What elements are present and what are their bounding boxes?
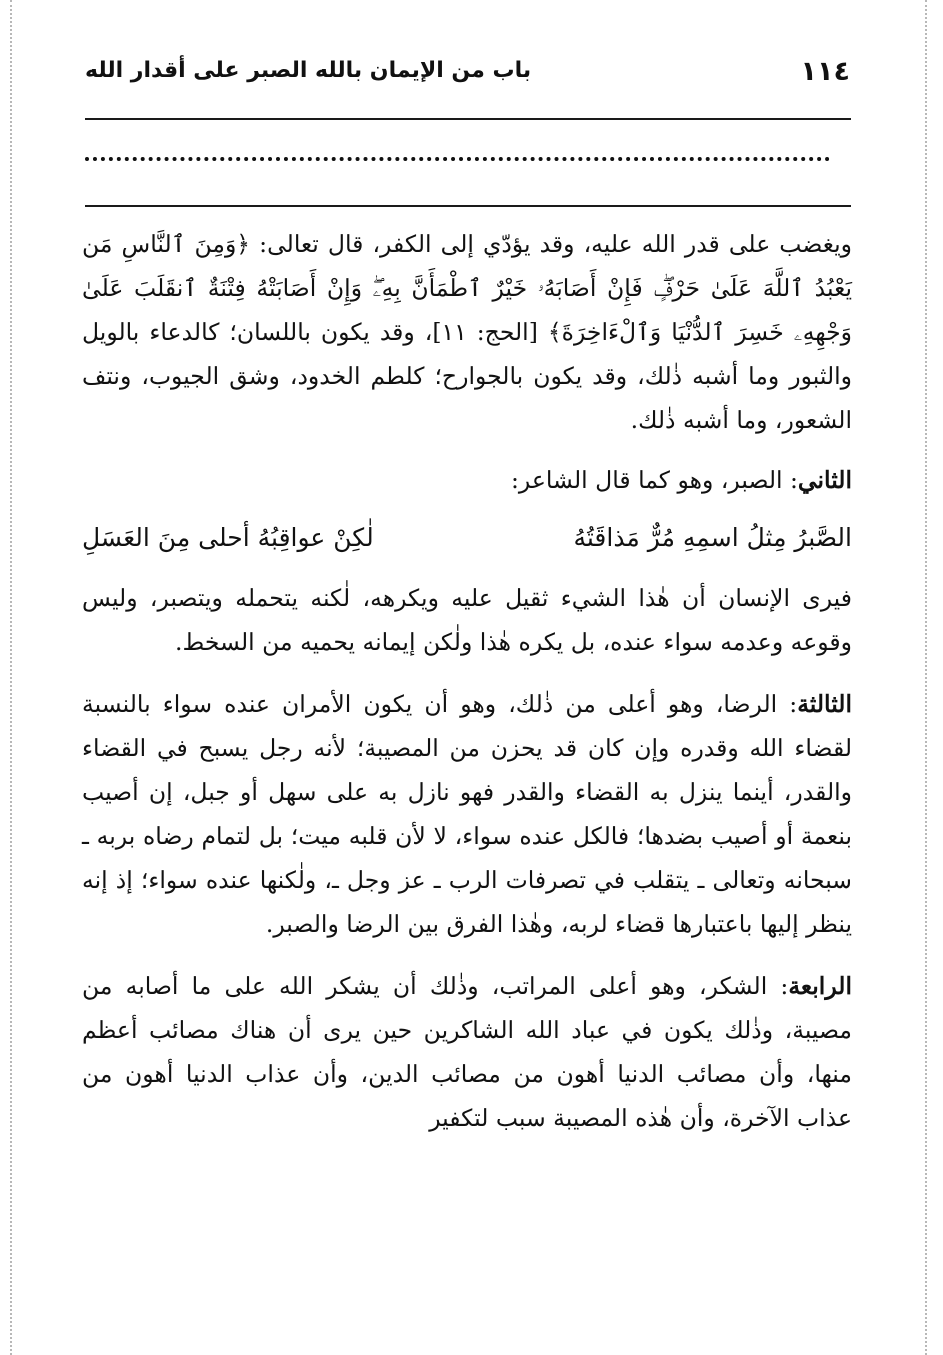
- running-title: باب من الإيمان بالله الصبر على أقدار الله: [85, 58, 532, 83]
- page-body: [82, 222, 852, 1140]
- page-header: [85, 50, 850, 106]
- paragraph-first: ويغضب على قدر الله عليه، وقد يؤدّي إلى الكفر، قال تعالى: ﴿وَمِنَ ٱلنَّاسِ مَن يَعْبُدُ ٱللَّهَ عَلَىٰ حَرْفٍۖ فَإِنْ أَصَابَهُۥ خَيْرٌ ٱطْمَأَنَّ بِهِۦۖ وَإِنْ أَصَابَتْهُ فِتْنَةٌ ٱنقَلَبَ عَلَىٰ وَجْهِهِۦ خَسِرَ ٱلدُّنْيَا وَٱلْءَاخِرَةَ﴾ [الحج: ١١]، وقد يكون باللسان؛ كالدعاء بالويل والثبور وما أشبه ذٰلك، وقد يكون بالجوارح؛ كلطم الخدود، وشق الجيوب، ونتف الشعور، وما أشبه ذٰلك.: [82, 230, 852, 434]
- poem-verse: [82, 514, 852, 562]
- text-top-rule: [85, 205, 851, 207]
- paragraph-second-text: : الصبر، وهو كما قال الشاعر:: [510, 466, 798, 494]
- scan-edge-right: [925, 0, 927, 1355]
- scan-edge-left: [10, 0, 12, 1355]
- paragraph-lead-second: الثاني: [797, 466, 852, 494]
- paragraph-fourth: [82, 682, 852, 946]
- paragraph-fifth: [82, 964, 852, 1140]
- dotted-separator: [85, 157, 830, 161]
- paragraph-fourth-text: : الرضا، وهو أعلى من ذٰلك، وهو أن يكون الأمران عنده سواء بالنسبة لقضاء الله وقدره وإن كان قد يحزن من المصيبة؛ لأنه رجل يسبح في القضاء والقدر، أينما ينزل به القضاء والقدر فهو نازل به على سهل أو جبل، إن أصيب بنعمة أو أصيب بضدها؛ فالكل عنده سواء، لا لأن قلبه ميت؛ بل لتمام رضاه بربه ـ سبحانه وتعالى ـ يتقلب في تصرفات الرب ـ عز وجل ـ، ولٰكنها عنده سواء؛ إذ إنه ينظر إليها باعتبارها قضاء لربه، وهٰذا الفرق بين الرضا والصبر.: [82, 690, 852, 938]
- page-number: ١١٤: [800, 56, 850, 87]
- paragraph-fifth-text: : الشكر، وهو أعلى المراتب، وذٰلك أن يشكر الله على ما أصابه من مصيبة، وذٰلك يكون في عباد الله الشاكرين حين يرى أن هناك مصائب أعظم منها، وأن مصائب الدنيا أهون من مصائب الدين، وأن عذاب الدنيا أهون من عذاب الآخرة، وأن هٰذه المصيبة سبب لتكفير: [82, 972, 852, 1132]
- poem-second-hemistich: لٰكِنْ عواقِبُهُ أحلى مِنَ العَسَلِ: [82, 523, 374, 552]
- header-rule: [85, 118, 851, 120]
- poem-first-hemistich: الصَّبرُ مِثلُ اسمِهِ مُرٌّ مَذاقَتُهُ: [573, 523, 852, 552]
- paragraph-second: [82, 458, 852, 502]
- paragraph-third: فيرى الإنسان أن هٰذا الشيء ثقيل عليه ويكرهه، لٰكنه يتحمله ويتصبر، وليس وقوعه وعدمه سواء عنده، بل يكره هٰذا ولٰكن إيمانه يحميه من السخط.: [82, 584, 852, 656]
- paragraph-lead-fifth: الرابعة: [788, 972, 852, 1000]
- paragraph-lead-fourth: الثالثة: [797, 690, 852, 718]
